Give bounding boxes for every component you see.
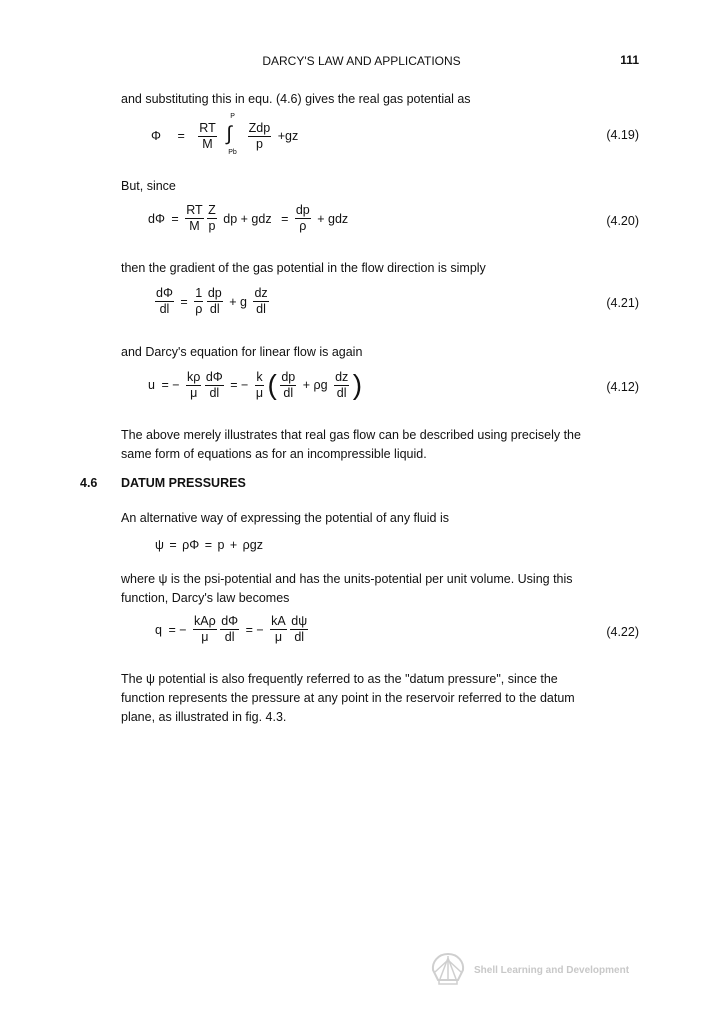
- numerator: dz: [335, 369, 349, 384]
- equation-number: (4.22): [606, 625, 639, 639]
- numerator: dΦ: [156, 286, 173, 300]
- fraction: [295, 203, 311, 234]
- footer-logo: [430, 952, 630, 988]
- fraction: [205, 370, 224, 401]
- equation-number: (4.20): [606, 214, 639, 228]
- equation-psi: ψ = ρΦ = p + ρgz: [155, 538, 263, 552]
- denominator: dl: [336, 385, 347, 400]
- numerator: kρ: [187, 369, 201, 384]
- section-title: DATUM PRESSURES: [121, 476, 246, 490]
- numerator: Z: [208, 203, 216, 217]
- denominator: μ: [190, 385, 198, 400]
- section-number: 4.6: [80, 476, 98, 490]
- eq-symbol: = −: [168, 622, 187, 637]
- eq-symbol: Φ: [151, 129, 161, 143]
- numerator: RT: [186, 203, 203, 217]
- eq-symbol: = −: [230, 378, 249, 392]
- denominator: dl: [283, 385, 294, 400]
- numerator: dp: [281, 369, 296, 384]
- fraction: [334, 370, 349, 401]
- numerator: kA: [271, 614, 286, 628]
- eq-symbol: = −: [245, 622, 264, 637]
- numerator: RT: [199, 120, 216, 135]
- text-line: where ψ is the psi-potential and has the units-potential per unit volume. Using this: [121, 572, 573, 586]
- eq-term: + ρg: [302, 378, 328, 392]
- denominator: dl: [159, 302, 170, 316]
- left-parenthesis: (: [267, 369, 277, 400]
- integral: [224, 113, 240, 156]
- denominator: dl: [256, 302, 266, 316]
- paragraph: and substituting this in equ. (4.6) gives the real gas potential as: [121, 92, 471, 106]
- fraction: [186, 370, 201, 401]
- integral-lower-limit: Pb: [228, 149, 237, 156]
- equation-4-19: [148, 113, 301, 156]
- equation-number: (4.21): [606, 296, 639, 310]
- text-line: plane, as illustrated in fig. 4.3.: [121, 710, 287, 724]
- paragraph: But, since: [121, 179, 176, 193]
- denominator: ρ: [299, 219, 307, 233]
- fraction: [193, 614, 217, 645]
- fraction: [198, 121, 216, 152]
- eq-symbol: =: [171, 211, 179, 226]
- fraction: [207, 203, 217, 234]
- fraction: [280, 370, 296, 401]
- text-line: function represents the pressure at any point in the reservoir referred to the datum: [121, 691, 575, 705]
- denominator: dl: [209, 302, 220, 316]
- denominator: dl: [294, 630, 305, 644]
- eq-symbol: =: [281, 211, 289, 226]
- numerator: dΦ: [205, 369, 223, 384]
- denominator: dl: [224, 630, 235, 644]
- paragraph: [121, 570, 641, 608]
- text-line: same form of equations as for an incompressible liquid.: [121, 447, 427, 461]
- equation-number: (4.12): [606, 380, 639, 394]
- page-number: 111: [620, 53, 639, 67]
- numerator: Zdp: [248, 120, 271, 135]
- fraction: [155, 286, 174, 317]
- denominator: μ: [274, 630, 283, 644]
- denominator: ρ: [195, 302, 203, 316]
- eq-term: +gz: [277, 129, 299, 143]
- equation-4-21: [155, 286, 269, 317]
- eq-term: u: [148, 378, 155, 392]
- paragraph: [121, 670, 641, 727]
- running-header: DARCY'S LAW AND APPLICATIONS: [262, 54, 461, 68]
- denominator: p: [255, 136, 263, 151]
- fraction: [290, 614, 308, 645]
- eq-symbol: = −: [161, 378, 180, 392]
- text-line: The ψ potential is also frequently referred to as the "datum pressure", since the: [121, 672, 558, 686]
- eq-term: + g: [229, 294, 247, 309]
- numerator: dp: [207, 286, 222, 300]
- eq-term: dΦ: [148, 211, 165, 226]
- equation-4-22: [155, 614, 308, 645]
- integral-sign: ∫: [226, 123, 232, 145]
- equation-4-20: [148, 203, 351, 234]
- eq-term: q: [155, 622, 162, 637]
- fraction: [255, 370, 264, 401]
- fraction: [194, 286, 203, 317]
- numerator: dp: [295, 203, 310, 217]
- numerator: 1: [195, 286, 203, 300]
- text-line: function, Darcy's law becomes: [121, 591, 290, 605]
- denominator: μ: [201, 630, 209, 644]
- paragraph: An alternative way of expressing the potential of any fluid is: [121, 511, 449, 525]
- eq-symbol: =: [180, 294, 188, 309]
- fraction: [248, 121, 272, 152]
- equation-4-12: [148, 369, 362, 401]
- fraction: [253, 286, 268, 317]
- paragraph: and Darcy's equation for linear flow is again: [121, 345, 363, 359]
- denominator: M: [189, 219, 200, 233]
- text-line: The above merely illustrates that real gas flow can be described using precisely the: [121, 428, 581, 442]
- fraction: [220, 614, 239, 645]
- denominator: μ: [255, 385, 264, 400]
- numerator: dΦ: [221, 614, 239, 628]
- equation-number: (4.19): [606, 128, 639, 142]
- eq-term: dp + gdz: [223, 211, 272, 226]
- denominator: M: [202, 136, 213, 151]
- numerator: dψ: [291, 614, 308, 628]
- fraction: [207, 286, 223, 317]
- shell-logo-icon: [430, 952, 466, 986]
- integral-upper-limit: P: [230, 113, 235, 120]
- paragraph: [121, 426, 641, 464]
- fraction: [185, 203, 203, 234]
- denominator: p: [208, 219, 216, 233]
- numerator: k: [256, 369, 263, 384]
- paragraph: then the gradient of the gas potential in the flow direction is simply: [121, 261, 486, 275]
- eq-symbol: =: [177, 129, 185, 143]
- denominator: dl: [209, 385, 220, 400]
- footer-logo-text: Shell Learning and Development: [474, 965, 630, 976]
- eq-term: + gdz: [317, 211, 349, 226]
- fraction: [270, 614, 287, 645]
- numerator: dz: [254, 286, 268, 300]
- right-parenthesis: ): [352, 369, 363, 400]
- numerator: kAρ: [194, 614, 216, 628]
